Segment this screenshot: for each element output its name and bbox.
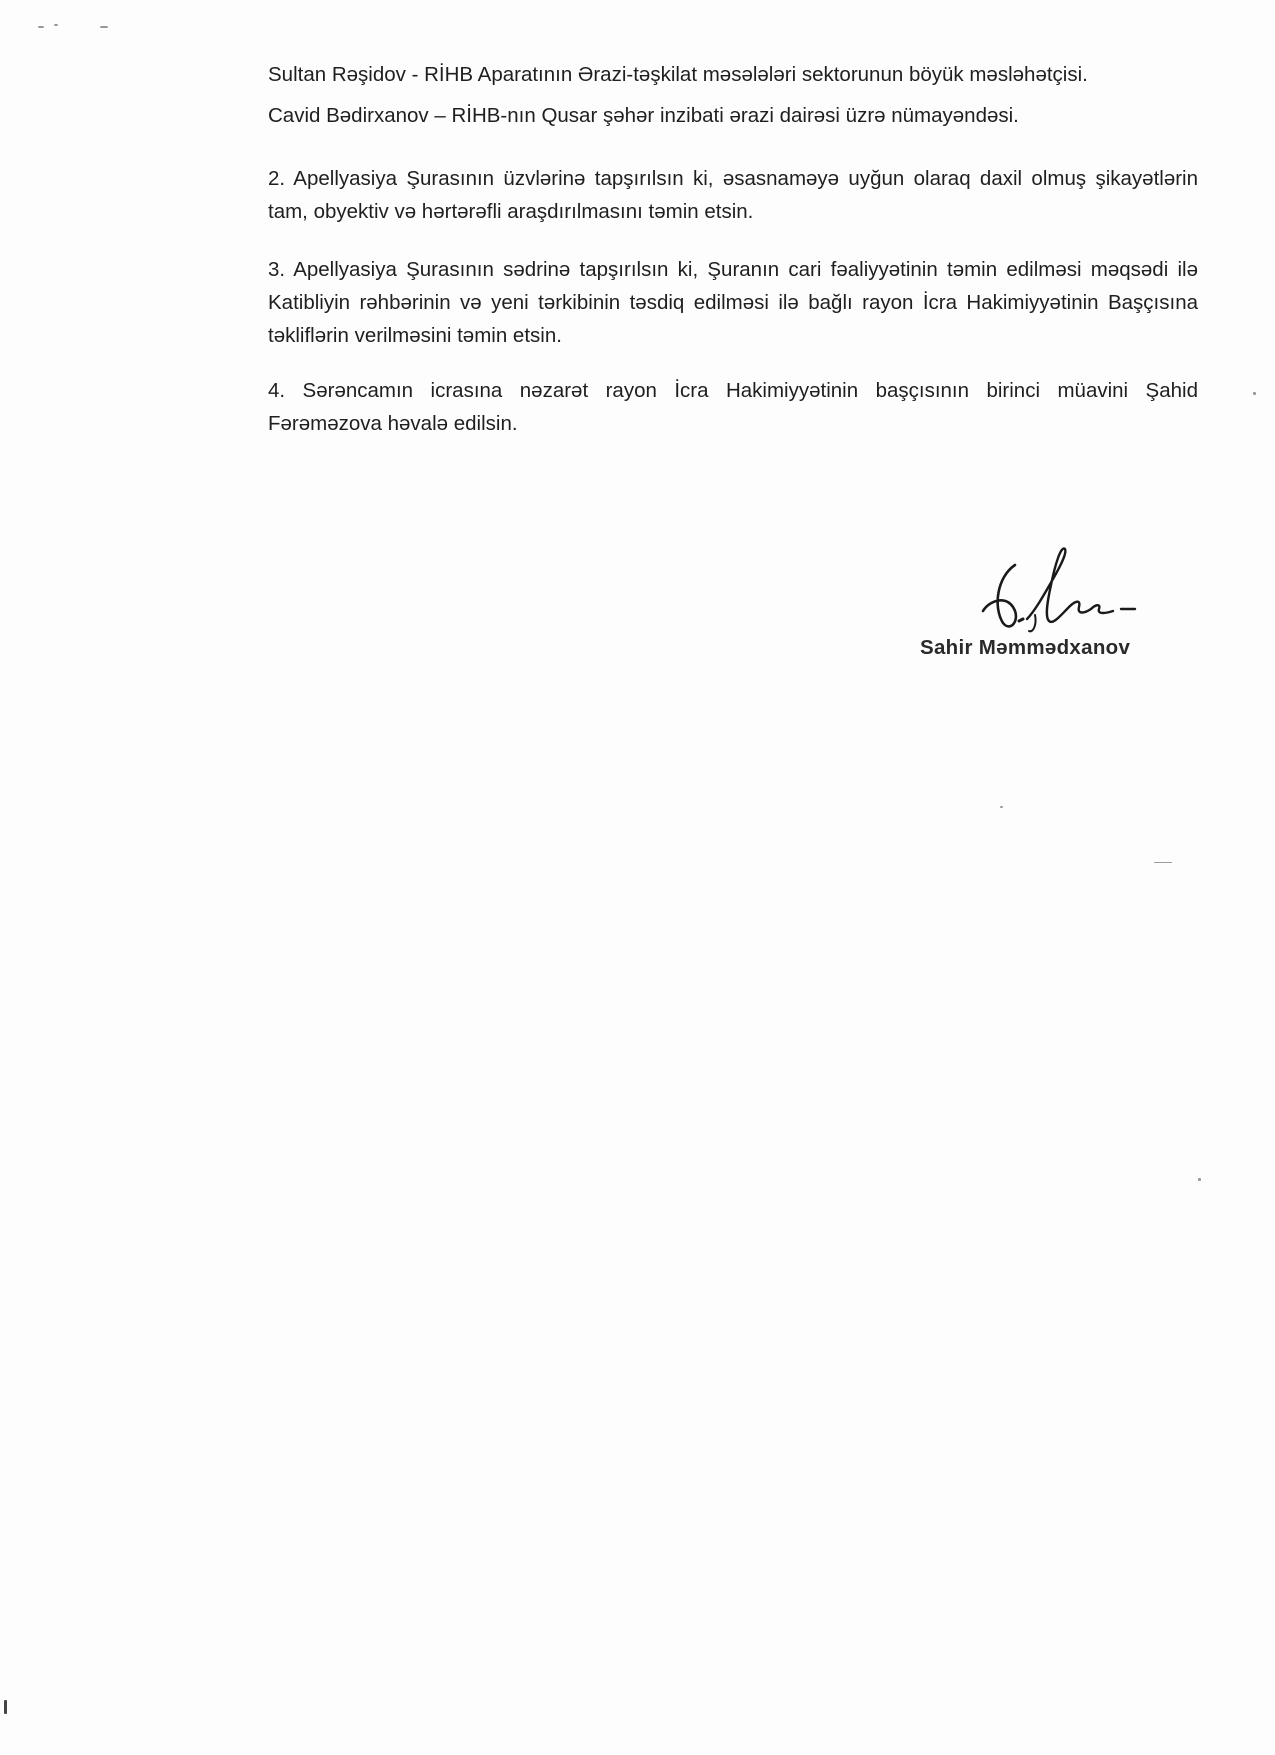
scan-speck (1198, 1178, 1201, 1181)
paragraph-item-3: 3. Apellyasiya Şurasının sədrinə tapşırılsın ki, Şuranın cari fəaliyyətinin təmin edilməsi məqsədi ilə Katibliyin rəhbərinin və yeni tərkibinin təsdiq edilməsi ilə bağlı rayon İcra Hakimiyyətinin Başçısına təkliflərin verilməsini təmin etsin. (268, 258, 1198, 347)
scan-speck (1000, 806, 1003, 808)
scan-speck (1154, 862, 1172, 863)
handwritten-signature (975, 545, 1145, 635)
paragraph-member-sultan: Sultan Rəşidov - RİHB Aparatının Ərazi-təşkilat məsələləri sektorunun böyük məsləhətçisi. (268, 63, 1088, 86)
scan-speck (100, 26, 108, 28)
paragraph-item-4: 4. Sərəncamın icrasına nəzarət rayon İcra Hakimiyyətinin başçısının birinci müavini Şahid Fərəməzova həvalə edilsin. (268, 379, 1198, 435)
scan-speck (54, 24, 58, 26)
paragraph-member-cavid: Cavid Bədirxanov – RİHB-nın Qusar şəhər inzibati ərazi dairəsi üzrə nümayəndəsi. (268, 104, 1019, 127)
scan-speck (38, 26, 44, 28)
signer-name: Sahir Məmmədxanov (920, 636, 1131, 659)
scan-speck (4, 1700, 7, 1714)
document-body (268, 58, 1198, 440)
scan-speck (1253, 392, 1256, 395)
paragraph-item-2: 2. Apellyasiya Şurasının üzvlərinə tapşırılsın ki, əsasnaməyə uyğun olaraq daxil olmuş şikayətlərin tam, obyektiv və hərtərəfli araşdırılmasını təmin etsin. (268, 167, 1198, 223)
